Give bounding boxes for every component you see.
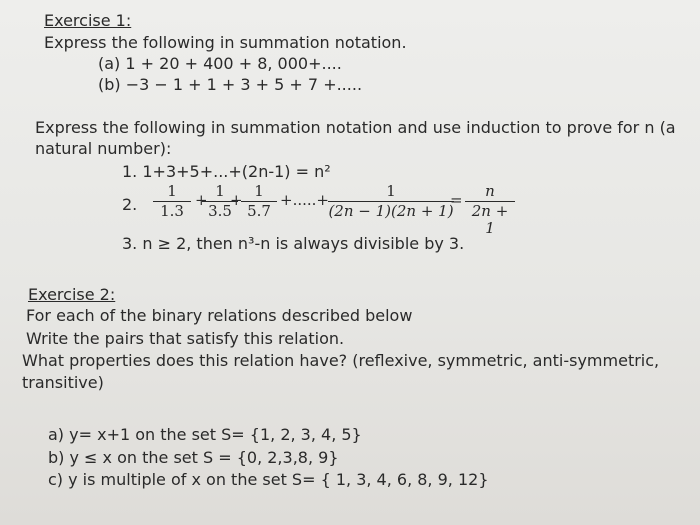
exercise2-line4: transitive) [22,373,104,392]
exercise2-line3: What properties does this relation have? (reflexive, symmetric, anti-symmetric, [22,351,660,370]
ellipsis-plus: +.....+ [280,191,329,209]
fraction-result: n 2n + 1 [465,183,515,237]
exercise2-line2: Write the pairs that satisfy this relation. [26,329,345,348]
induction-instruction-line2: natural number): [35,139,172,158]
plus-sign-2: + [230,191,243,209]
induction-item-2-label: 2. [122,195,138,214]
exercise2-line1: For each of the binary relations described below [26,306,413,325]
fraction-term-3: 1 5.7 [241,183,277,220]
exercise1-title: Exercise 1: [44,11,132,30]
relation-item-b: b) y ≤ x on the set S = {0, 2,3,8, 9} [48,448,339,467]
plus-sign-1: + [195,191,208,209]
fraction-term-general: 1 (2n − 1)(2n + 1) [328,182,454,220]
exercise1-part-a: (a) 1 + 20 + 400 + 8, 000+.... [98,54,342,73]
relation-item-a: a) y= x+1 on the set S= {1, 2, 3, 4, 5} [48,425,362,444]
relation-item-c: c) y is multiple of x on the set S= { 1, 3, 4, 6, 8, 9, 12} [48,470,489,489]
fraction-term-1: 1 1.3 [153,183,191,220]
exercise1-instruction: Express the following in summation notation. [44,33,407,52]
induction-item-3: 3. n ≥ 2, then n³-n is always divisible by 3. [122,234,465,253]
exercise1-part-b: (b) −3 − 1 + 1 + 3 + 5 + 7 +..... [98,75,363,94]
induction-instruction-line1: Express the following in summation notation and use induction to prove for n (a [35,118,676,137]
equals-sign: = [450,191,463,209]
exercise2-title: Exercise 2: [28,285,116,304]
induction-item-1: 1. 1+3+5+...+(2n-1) = n² [122,162,331,181]
fraction-term-2: 1 3.5 [202,183,238,220]
